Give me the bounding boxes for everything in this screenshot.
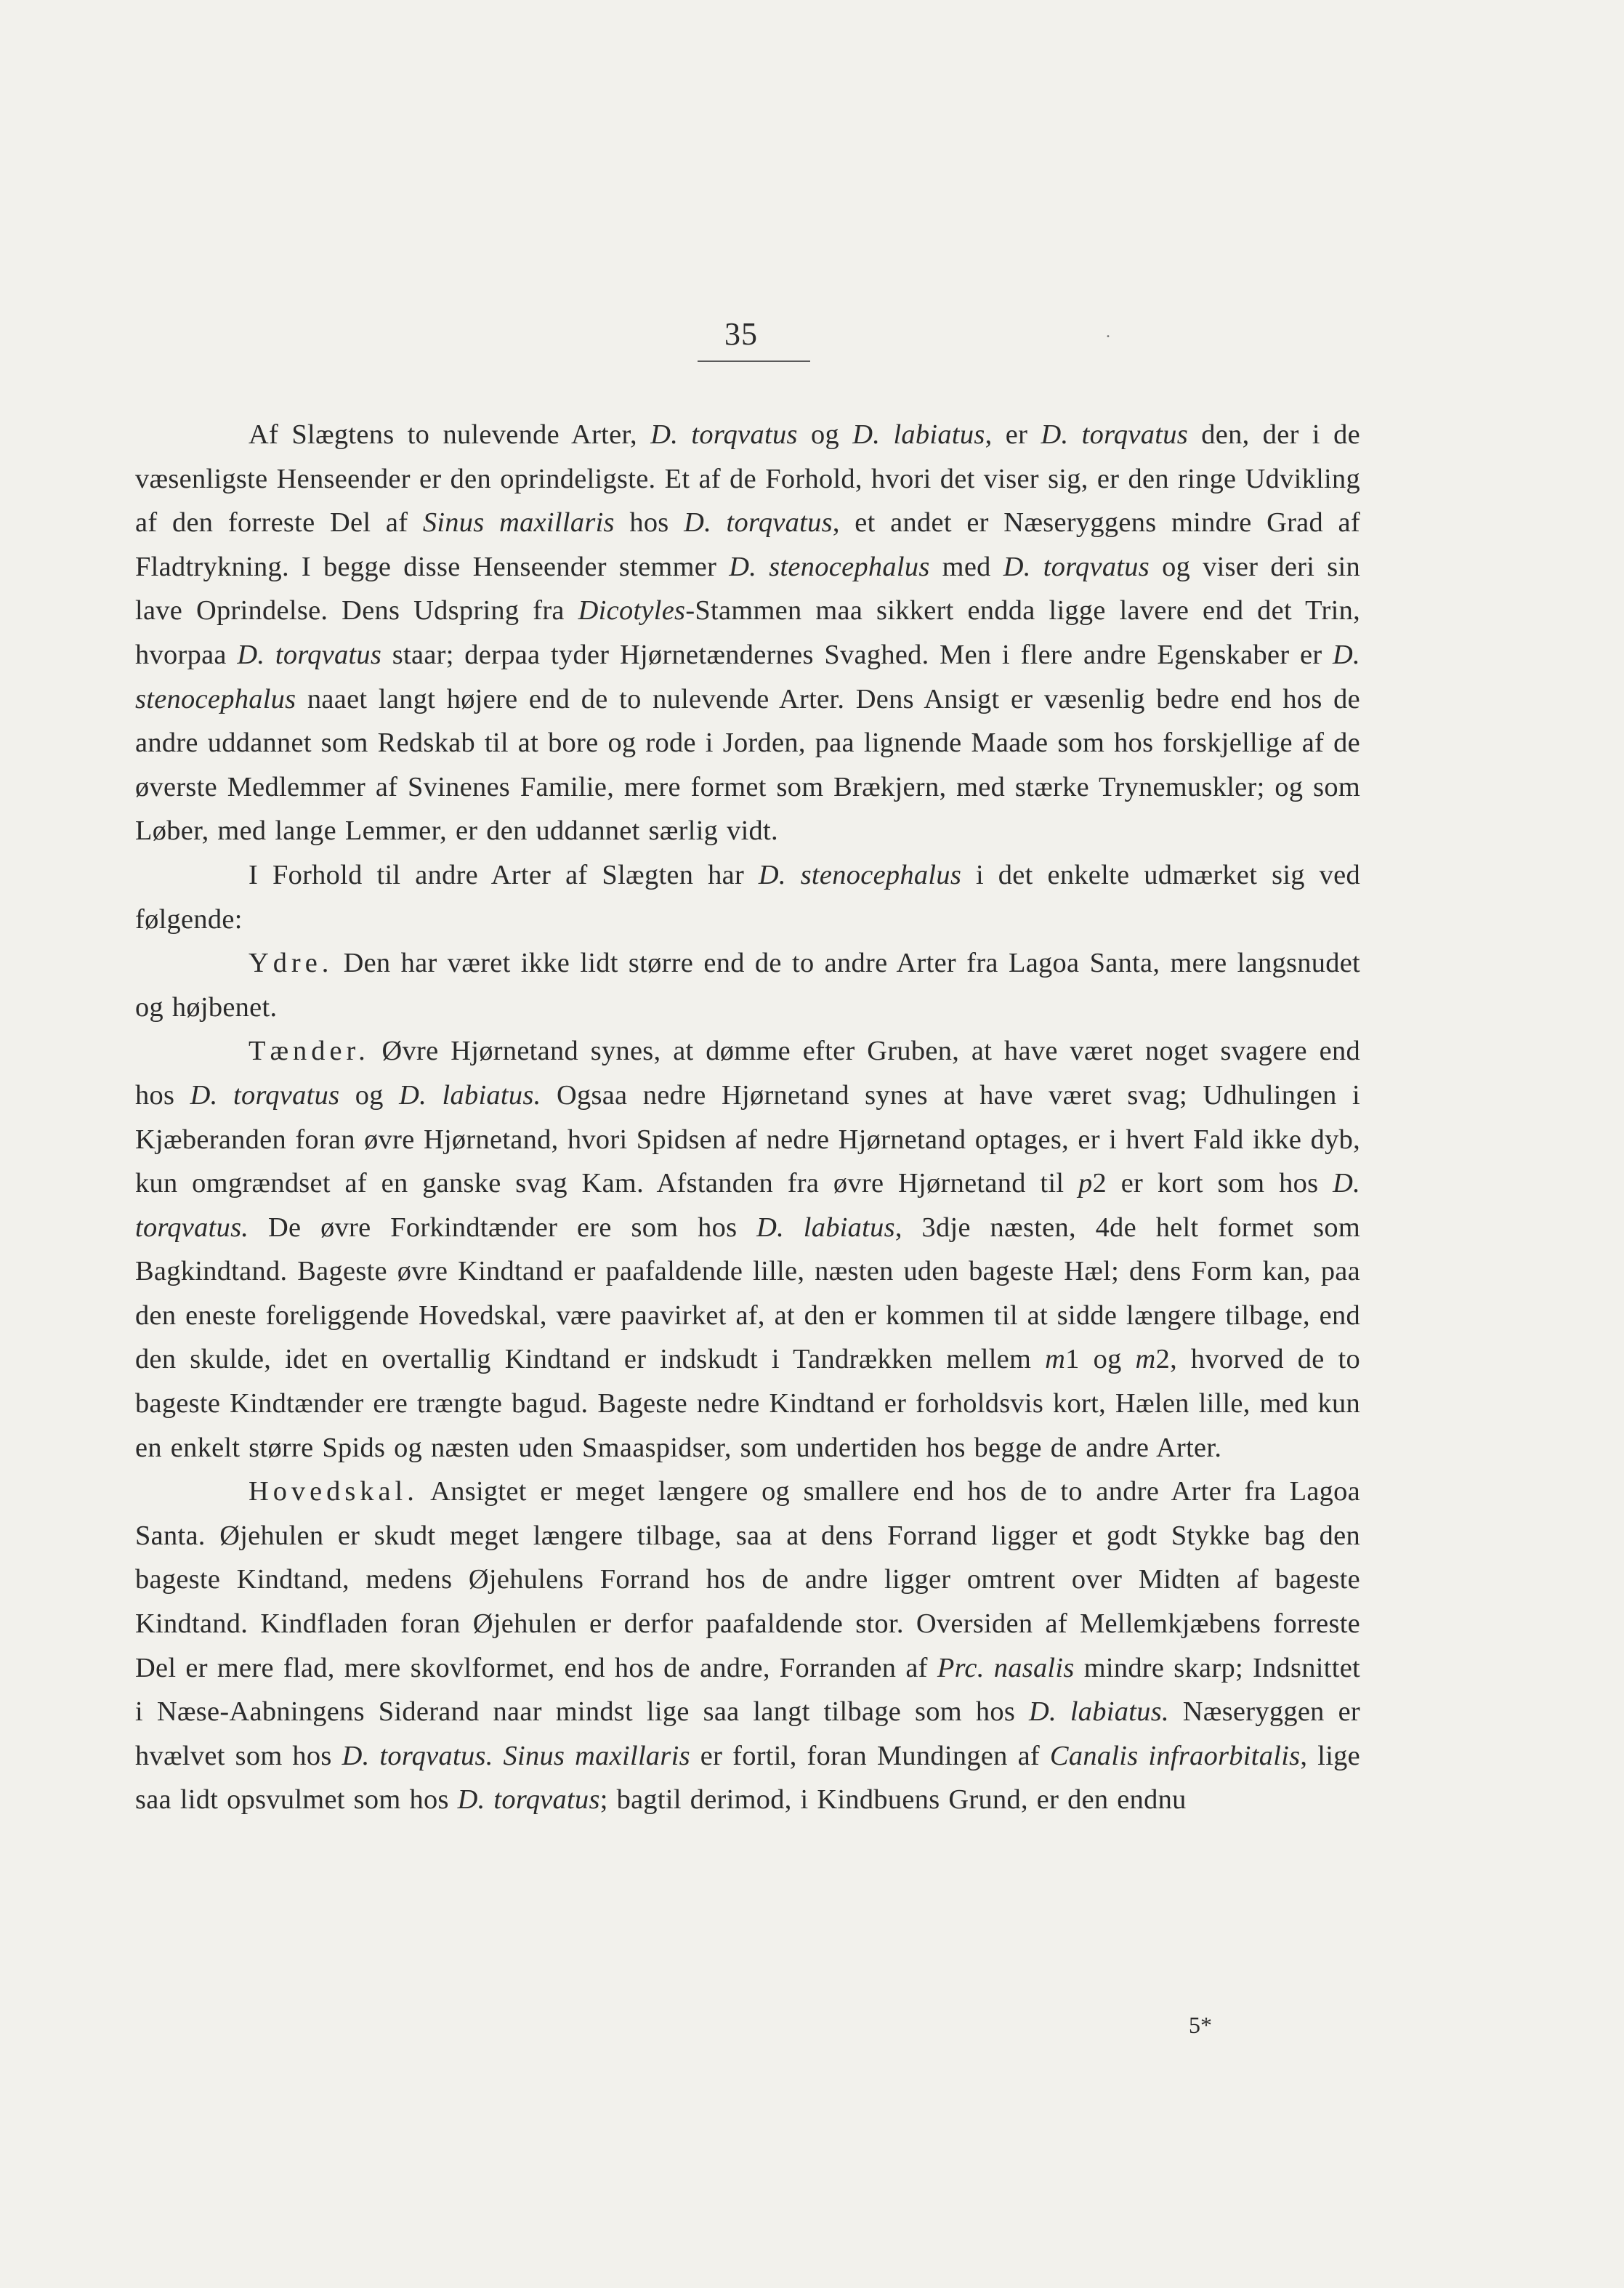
paragraph-comparison [135, 853, 1360, 941]
text-run: 2 er kort som hos [1092, 1168, 1333, 1199]
species-name: D. torqvatus [650, 419, 798, 450]
anatomy-term: Canalis infraorbitalis [1049, 1740, 1301, 1771]
species-name: D. torqvatus [1041, 419, 1188, 450]
species-name: D. torqvatus [237, 639, 382, 670]
text-run: De øvre Forkindtænder ere som hos [249, 1212, 757, 1243]
text-run: I Forhold til andre Arter af Slægten har [249, 859, 759, 890]
text-run: staar; derpaa tyder Hjørnetændernes Svaghed. Men i flere andre Egenskaber er [381, 639, 1333, 670]
species-name: D. stenocephalus [758, 859, 962, 890]
species-name: D. torqvatus [1003, 551, 1150, 582]
text-run: Næseryggen er hvælvet som hos [135, 1696, 1361, 1771]
text-run: naaet langt højere end de to nulevende Arter. Dens Ansigt er væsenlig bedre end hos de andre uddannet som Redskab til at bore og rode i Jorden, paa lignende Maade som hos forskjellige af de øverste Medlemmer af Svinenes Familie, mere formet som Brækjern, med stærke Trynemuskler; og som Løber, med lange Lemmer, er den uddannet særlig vidt. [135, 683, 1360, 847]
paragraph-origin [135, 413, 1360, 853]
anatomy-term: Prc. nasalis [937, 1652, 1075, 1683]
species-name: D. torqvatus [457, 1784, 600, 1816]
tooth-symbol: m [1135, 1344, 1156, 1375]
anatomy-term: Sinus maxillaris [503, 1740, 690, 1771]
paragraph-taender [135, 1029, 1360, 1470]
text-run: , et andet er Næseryggens mindre Grad af Fladtrykning. I begge disse Henseender stemmer [135, 507, 1360, 582]
body-text [135, 413, 1360, 1822]
header-mark: . [1106, 323, 1110, 342]
text-run: med [929, 551, 1003, 582]
text-run: , 3dje næsten, 4de helt formet som Bagkindtand. Bageste øvre Kindtand er paafaldende lille, næsten uden bageste Hæl; dens Form kan, paa den eneste foreliggende Hovedskal, være paavirket af, at den er kommen til at sidde længere tilbage, end den skulde, idet en overtallig Kindtand er indskudt i Tandrækken mellem [135, 1212, 1360, 1375]
text-run: 1 og [1065, 1344, 1136, 1375]
text-run: er fortil, foran Mundingen af [690, 1740, 1050, 1771]
species-name: D. torqvatus [684, 507, 833, 539]
species-name: D. labiatus [756, 1212, 895, 1243]
text-run: , lige saa lidt opsvulmet som hos [135, 1740, 1360, 1816]
text-run: Af Slægtens to nulevende Arter, [249, 419, 651, 450]
printer-signature: 5* [1189, 2012, 1212, 2038]
paragraph-hovedskal [135, 1470, 1360, 1822]
anatomy-term: Sinus maxillaris [422, 507, 615, 539]
text-run: den, der i de væsenligste Henseender er den oprindeligste. Et af de Forhold, hvori det viser sig, er den ringe Udvikling af den forreste Del af [135, 419, 1360, 539]
section-heading: Ydre. [249, 948, 334, 979]
species-name: D. torqvatus. [135, 1168, 1360, 1243]
text-run: og [339, 1079, 400, 1111]
species-name: D. labiatus [852, 419, 985, 450]
species-name: D. stenocephalus [135, 639, 1360, 714]
text-run: mindre skarp; Indsnittet i Næse-Aabningens Siderand naar mindst lige saa langt tilbage som hos [135, 1652, 1360, 1728]
text-run: Den har været ikke lidt større end de to andre Arter fra Lagoa Santa, mere langsnudet og højbenet. [135, 948, 1360, 1023]
text-run: og viser deri sin lave Oprindelse. Dens Udspring fra [135, 551, 1360, 627]
page-number: 35 [724, 316, 758, 352]
species-name: D. stenocephalus [729, 551, 930, 582]
text-run [493, 1741, 504, 1771]
text-run: Øvre Hjørnetand synes, at dømme efter Gruben, at have været noget svagere end hos [135, 1036, 1360, 1111]
text-run: ; bagtil derimod, i Kindbuens Grund, er den endnu [599, 1784, 1187, 1816]
text-run: i det enkelte udmærket sig ved følgende: [135, 859, 1360, 935]
genus-name: Dicotyles [578, 595, 686, 627]
text-run: og [797, 419, 853, 450]
text-run: -Stammen maa sikkert endda ligge lavere end det Trin, hvorpaa [135, 595, 1360, 670]
species-name: D. torqvatus. [342, 1740, 493, 1771]
species-name: D. labiatus. [399, 1079, 541, 1111]
section-heading: Tænder. [249, 1036, 370, 1067]
text-run: hos [614, 507, 684, 539]
tooth-symbol: p [1078, 1168, 1093, 1199]
species-name: D. labiatus. [1029, 1696, 1169, 1728]
species-name: D. torqvatus [190, 1079, 340, 1111]
section-heading: Hovedskal. [249, 1476, 419, 1507]
text-run: 2, hvorved de to bageste Kindtænder ere trængte bagud. Bageste nedre Kindtand er forholdsvis kort, Hælen lille, med kun en enkelt større Spids og næsten uden Smaaspidser, som undertiden hos begge de andre Arter. [135, 1344, 1360, 1463]
tooth-symbol: m [1045, 1344, 1066, 1375]
paragraph-ydre [135, 941, 1360, 1029]
header-rule [698, 360, 810, 362]
text-run: , er [985, 419, 1041, 450]
text-run: Ansigtet er meget længere og smallere end hos de to andre Arter fra Lagoa Santa. Øjehulen er skudt meget længere tilbage, saa at dens Forrand ligger et godt Stykke bag den bageste Kindtand, medens Øjehulens Forrand hos de andre ligger omtrent over Midten af bageste Kindtand. Kindfladen foran Øjehulen er derfor paafaldende stor. Oversiden af Mellemkjæbens forreste Del er mere flad, mere skovlformet, end hos de andre, Forranden af [135, 1476, 1360, 1683]
text-run: Ogsaa nedre Hjørnetand synes at have været svag; Udhulingen i Kjæberanden foran øvre Hjørnetand, hvori Spidsen af nedre Hjørnetand optages, er i hvert Fald ikke dyb, kun omgrændset af en ganske svag Kam. Afstanden fra øvre Hjørnetand til [135, 1079, 1360, 1199]
